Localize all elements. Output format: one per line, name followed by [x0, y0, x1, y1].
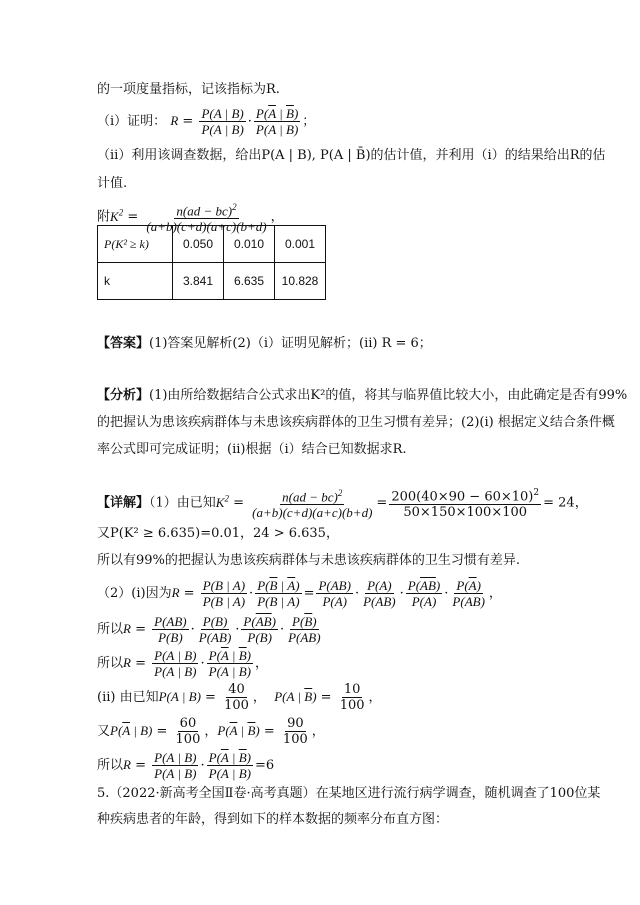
table-header-k: k	[98, 263, 173, 300]
detail-line-1: 【详解】（1）由已知$K^2$ = $\frac{n(ad - bc)^2}{(a+b)(c+d)(a+c)(b+d)}$ = $\frac{200(40\times 90 - 60\times 10)^2}{50\times 150\times 100\times 100}$ = 24，	[97, 488, 588, 521]
table-cell: 10.828	[275, 263, 326, 300]
problem5-line-2: 种疾病患者的年龄，得到如下的样本数据的频率分布直方图：	[97, 812, 449, 827]
detail-line-2: 又P(K² ≥ 6.635)=0.01，24 > 6.635，	[97, 526, 339, 541]
proof-label: （ⅰ）证明：	[97, 114, 167, 129]
detail-line-5: 所以R = $\frac{P(AB)}{P(B)}$ · $\frac{P(B)}{P(\overline{A}B)}$ · $\frac{P(\overline{AB})}{P(\overline{B})}$ · $\frac{P(\overline{B})}{P(A\overline{B})}$	[97, 614, 321, 645]
table-cell: 3.841	[173, 263, 224, 300]
text-line-4: 计值.	[97, 176, 128, 191]
critical-value-table	[97, 225, 326, 300]
problem5-line-1: 5.（2022·新高考全国Ⅱ卷·高考真题）在某地区进行流行病学调查，随机调查了100位某	[97, 786, 601, 801]
detail-line-4: （2）(ⅰ)因为R = $\frac{P(B | A)}{P(\overline{B} | A)}$ · $\frac{P(\overline{B} | \overline{A})}{P(B | \overline{A})}$ = $\frac{P(AB)}{P(A)}$ · $\frac{P(A)}{P(A\overline{B})}$ · $\frac{P(\overline{AB})}{P(\overline{A})}$ · $\frac{P(\overline{A})}{P(\overline{A}B)}$ ，	[97, 578, 502, 609]
table-cell: 0.050	[173, 226, 224, 263]
text-line-1: 的一项度量指标，记该指标为R.	[97, 82, 280, 97]
table-cell: 6.635	[224, 263, 275, 300]
detail-line-6: 所以R = $\frac{P(A | B)}{P(\overline{A} | B)}$ · $\frac{P(\overline{A} | \overline{B})}{P(A | \overline{B})}$ ，	[97, 648, 269, 679]
text-line-3: （ⅱ）利用该调查数据，给出P(A | B), P(A | B̄)的估计值，并利用（ⅰ）的结果给出R的估	[97, 148, 606, 163]
table-header-p: P(K² ≥ k)	[98, 226, 173, 263]
k2-formula: 附$K^2$ = $\frac{n(ad - bc)^2}{(a+b)(c+d)(a+c)(b+d)}$ ，	[97, 202, 284, 235]
table-cell: 0.001	[275, 226, 326, 263]
table-row	[98, 263, 326, 300]
detail-line-9: 所以R = $\frac{P(A | B)}{P(\overline{A} | B)}$ · $\frac{P(\overline{A} | \overline{B})}{P(A | \overline{B})}$ =6	[97, 750, 275, 781]
table-row	[98, 226, 326, 263]
detail-line-8: 又$P(\overline{A}$ | B) = $\frac{60}{100}$ ，$P(\overline{A}$ | $\overline{B}$) = $\frac{90}{100}$ ，	[97, 716, 325, 747]
detail-line-3: 所以有99%的把握认为患该疾病群体与未患该疾病群体的卫生习惯有差异.	[97, 553, 521, 568]
answer-line: 【答案】(1)答案见解析(2)（ⅰ）证明见解析；(ⅱ) R = 6；	[97, 336, 432, 351]
proof-statement: （ⅰ）证明： R = $\frac{P(A | B)}{P(\overline{A} | B)}$ · $\frac{P(\overline{A} | \overline{B})}{P(A | \overline{B})}$ ；	[97, 106, 316, 137]
table-cell: 0.010	[224, 226, 275, 263]
analysis-line-3: 率公式即可完成证明；(ⅱ)根据（ⅰ）结合已知数据求R.	[97, 442, 407, 457]
detail-line-7: (ⅱ) 由已知P(A | B) = $\frac{40}{100}$ ， P(A | $\overline{B}$) = $\frac{10}{100}$ ，	[97, 682, 382, 713]
analysis-line-1: 【分析】(1)由所给数据结合公式求出K²的值，将其与临界值比较大小，由此确定是否有99%	[97, 388, 628, 403]
analysis-line-2: 的把握认为患该疾病群体与未患该疾病群体的卫生习惯有差异；(2)(ⅰ) 根据定义结合条件概	[97, 415, 615, 430]
